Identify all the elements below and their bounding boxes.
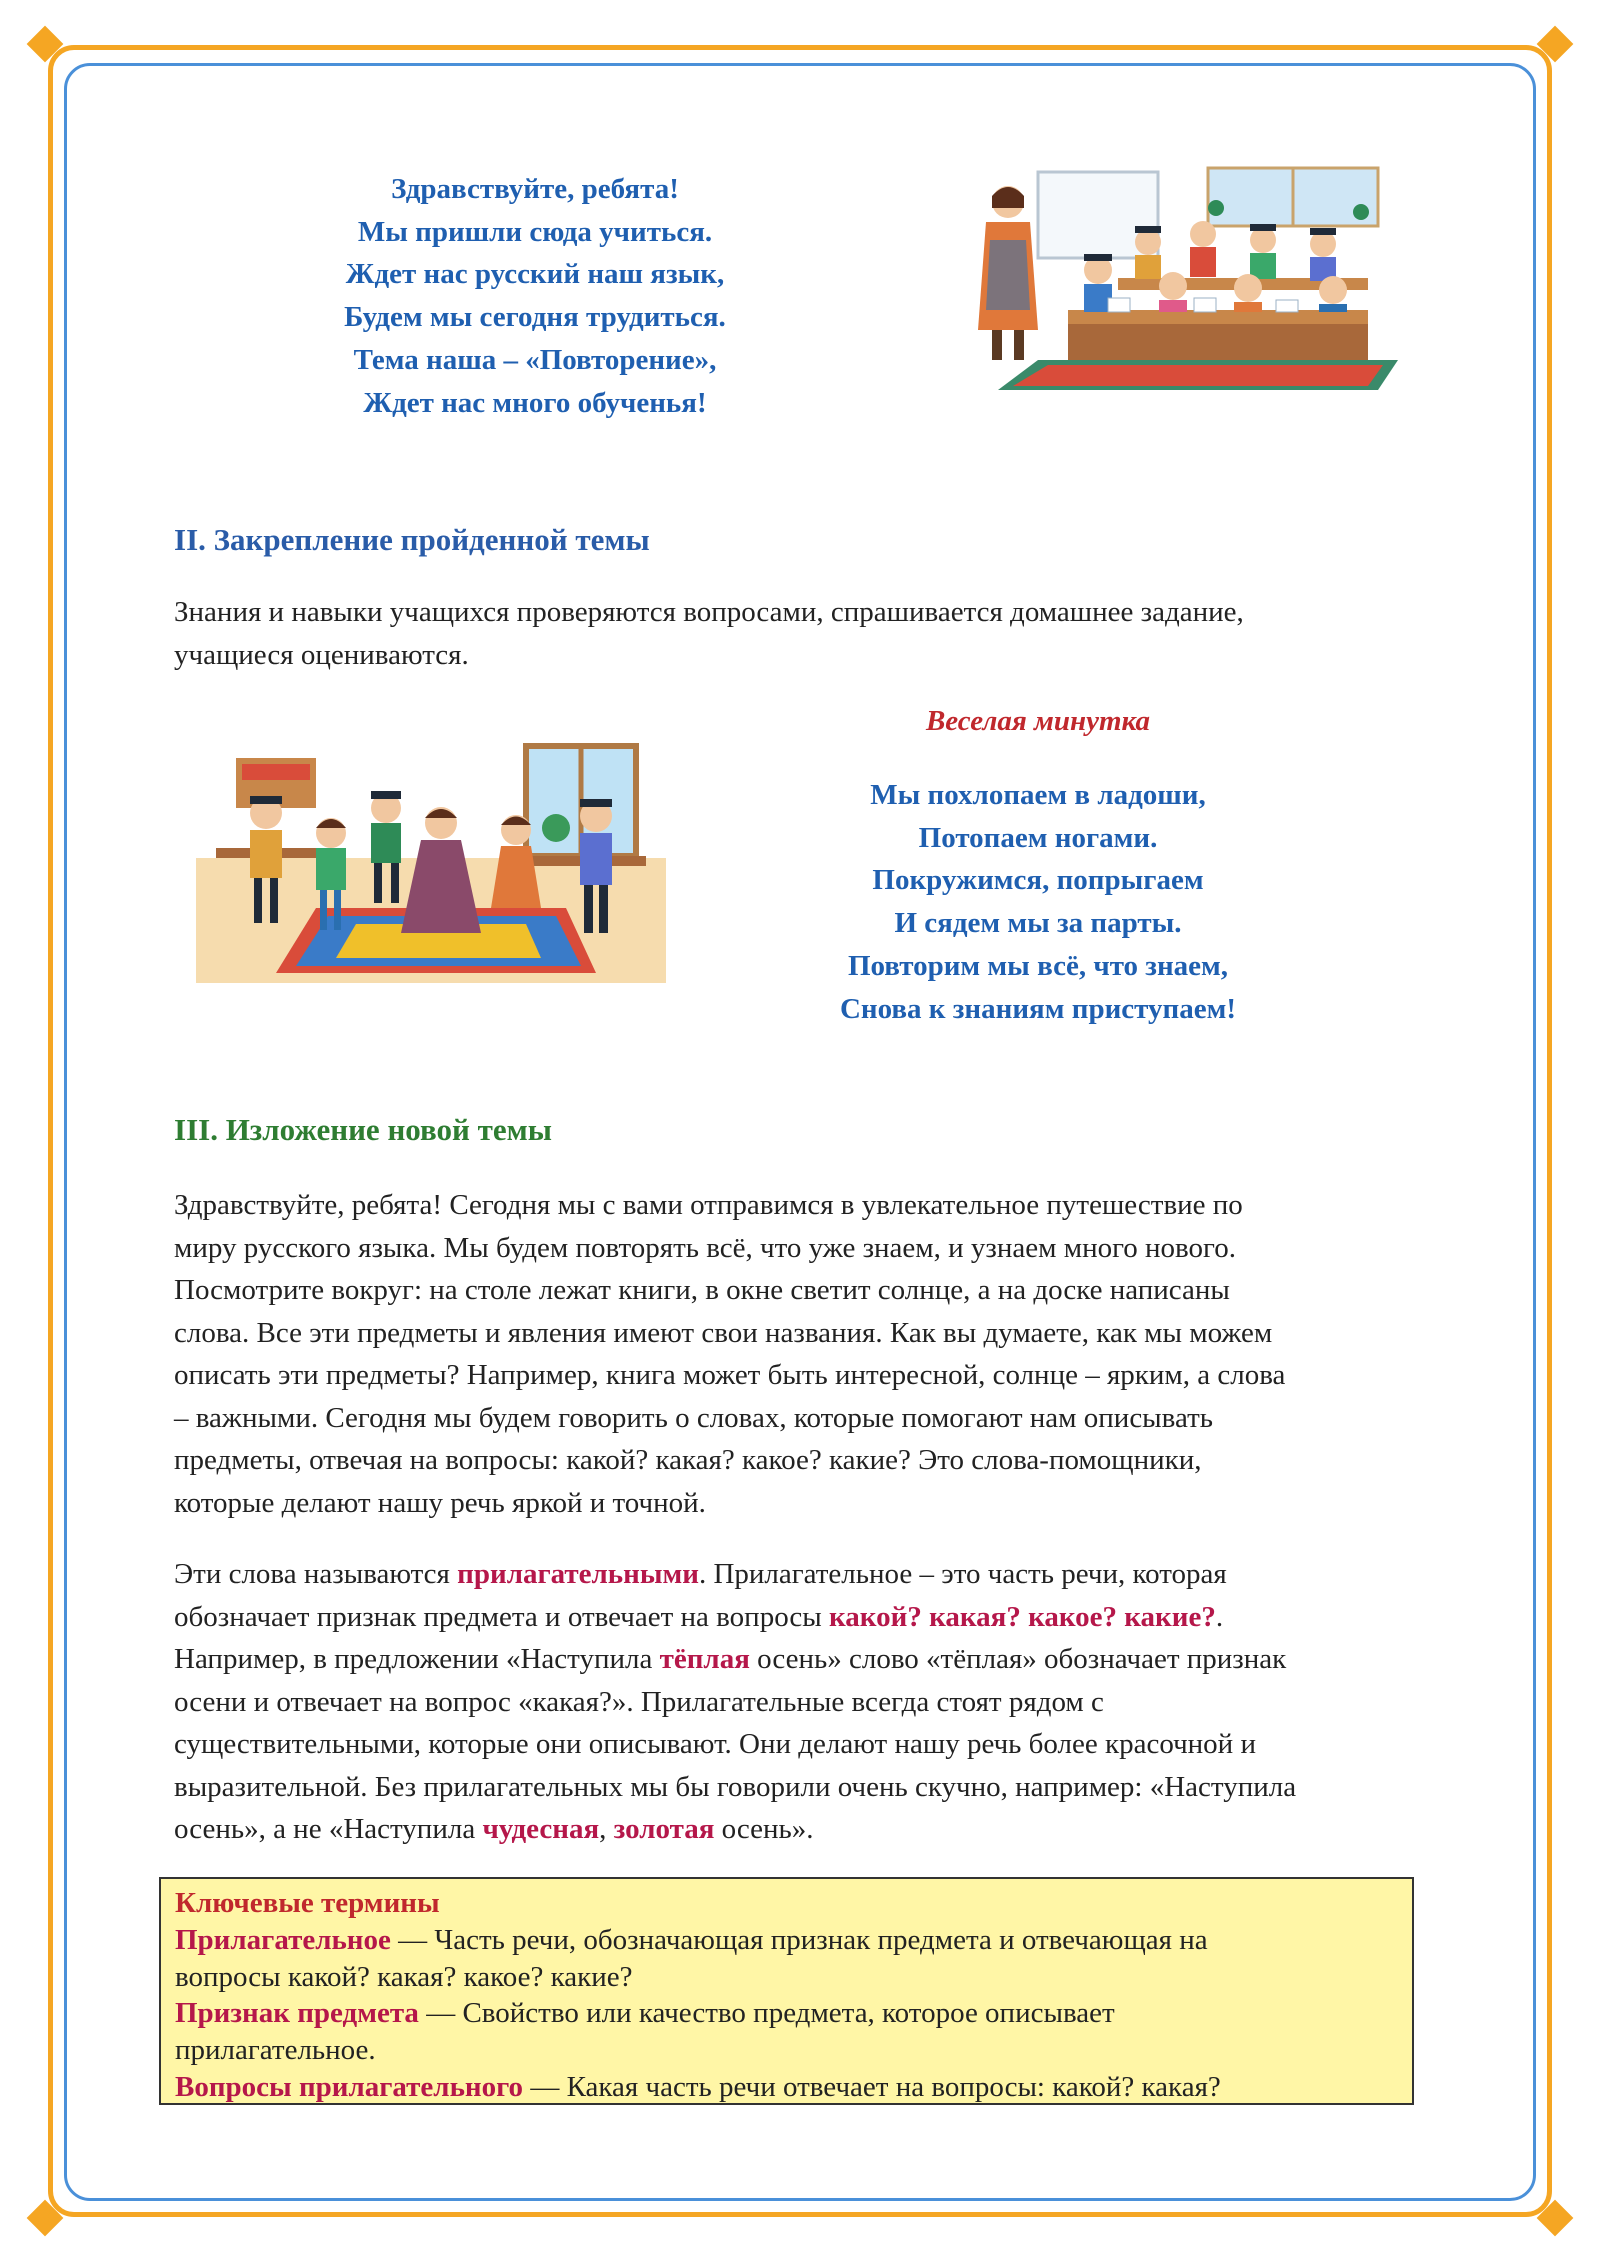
poem-line: Покружимся, попрыгаем [872,864,1204,897]
paragraph-line: которые делают нашу речь яркой и точной. [174,1486,706,1519]
paragraph-line: выразительной. Без прилагательных мы бы говорили очень скучно, например: «Наступила [174,1770,1297,1803]
poem-line: Здравствуйте, ребята! [391,173,679,205]
text-run: . Прилагательное – это часть речи, которая [698,1558,1227,1590]
term-definition: — Какая часть речи отвечает на вопросы: какой? какая? [523,2070,1221,2103]
fun-minute-poem [738,774,1338,1030]
term-definition: — Часть речи, обозначающая признак предмета и отвечающая на [390,1923,1208,1956]
poem-line: Повторим мы всё, что знаем, [847,949,1229,982]
paragraph-line: слова. Все эти предметы и явления имеют свои названия. Как вы думаете, как мы можем [174,1316,1273,1349]
section-heading-consolidation: II. Закрепление пройденной темы [174,522,650,557]
text-run: осень» слово «тёплая» обозначает признак [749,1643,1287,1675]
term-line [175,2069,1398,2106]
paragraph-line [174,1638,1434,1681]
paragraph-line: существительными, которые они описывают. Они делают нашу речь более красочной и [174,1728,1256,1760]
paragraph-line: учащиеся оцениваются. [174,638,469,671]
key-terms-box [159,1877,1414,2105]
fun-minute-title: Веселая минутка [925,705,1151,737]
term-name: Вопросы прилагательного [175,2070,524,2103]
term-definition: прилагательное. [175,2034,376,2067]
consolidation-paragraph [174,591,1434,676]
poem-line: Снова к знаниям приступаем! [839,992,1237,1025]
text-run: обозначает признак предмета и отвечает на вопросы [174,1600,830,1633]
highlight-term: какой? какая? какое? какие? [829,1600,1216,1633]
paragraph-line: Посмотрите вокруг: на столе лежат книги, в окне светит солнце, а на доске написаны [174,1274,1230,1306]
key-terms-title: Ключевые термины [175,1887,440,1919]
paragraph-line: миру русского языка. Мы будем повторять всё, что уже знаем, и узнаем много нового. [174,1231,1236,1264]
paragraph-line: предметы, отвечая на вопросы: какой? какая? какое? какие? Это слова-помощники, [174,1444,1202,1476]
text-run: осень», а не «Наступила [174,1813,483,1845]
paragraph-line [174,1808,1434,1851]
greeting-poem [230,168,840,424]
highlight-term: чудесная [482,1813,600,1845]
term-line [175,1922,1398,1959]
paragraph-line: Здравствуйте, ребята! Сегодня мы с вами отправимся в увлекательное путешествие по [174,1189,1243,1221]
poem-line: Ждет нас много обученья! [363,386,707,419]
poem-line: Мы пришли сюда учиться. [357,215,713,248]
term-line [175,1995,1398,2032]
text-run: осень». [714,1813,814,1845]
paragraph-line [174,1553,1434,1596]
term-name: Признак предмета [175,1997,419,2030]
text-run: , [599,1813,614,1845]
text-run: Например, в предложении «Наступила [174,1643,660,1675]
classroom-teacher-illustration [958,160,1398,395]
section-heading-new-topic: III. Изложение новой темы [174,1112,552,1147]
paragraph-line: описать эти предметы? Например, книга может быть интересной, солнце – ярким, а слова [174,1359,1286,1391]
term-definition: — Свойство или качество предмета, которое описывает [418,1997,1115,2030]
poem-line: И сядем мы за парты. [894,907,1182,940]
paragraph-line: осени и отвечает на вопрос «какая?». Прилагательные всегда стоят рядом с [174,1685,1104,1718]
poem-line: Тема наша – «Повторение», [353,343,717,376]
highlight-term: тёплая [659,1643,750,1675]
dancing-children-illustration [196,738,666,983]
text-run: . [1215,1600,1224,1633]
term-name: Прилагательное [175,1923,391,1956]
paragraph-line [174,1596,1434,1639]
highlight-term: золотая [613,1813,715,1845]
paragraph-line: Знания и навыки учащихся проверяются вопросами, спрашивается домашнее задание, [174,596,1244,628]
term-definition: вопросы какой? какая? какое? какие? [175,1960,633,1993]
paragraph-line: – важными. Сегодня мы будем говорить о словах, которые помогают нам описывать [174,1401,1214,1434]
highlight-term: прилагательными [457,1558,699,1590]
new-topic-paragraph-1 [174,1184,1434,1524]
text-run: Эти слова называются [174,1558,458,1590]
poem-line: Мы похлопаем в ладоши, [870,779,1206,811]
poem-line: Потопаем ногами. [918,821,1158,854]
poem-line: Будем мы сегодня трудиться. [344,301,726,334]
poem-line: Ждет нас русский наш язык, [345,258,725,291]
new-topic-paragraph-2 [174,1553,1434,1851]
